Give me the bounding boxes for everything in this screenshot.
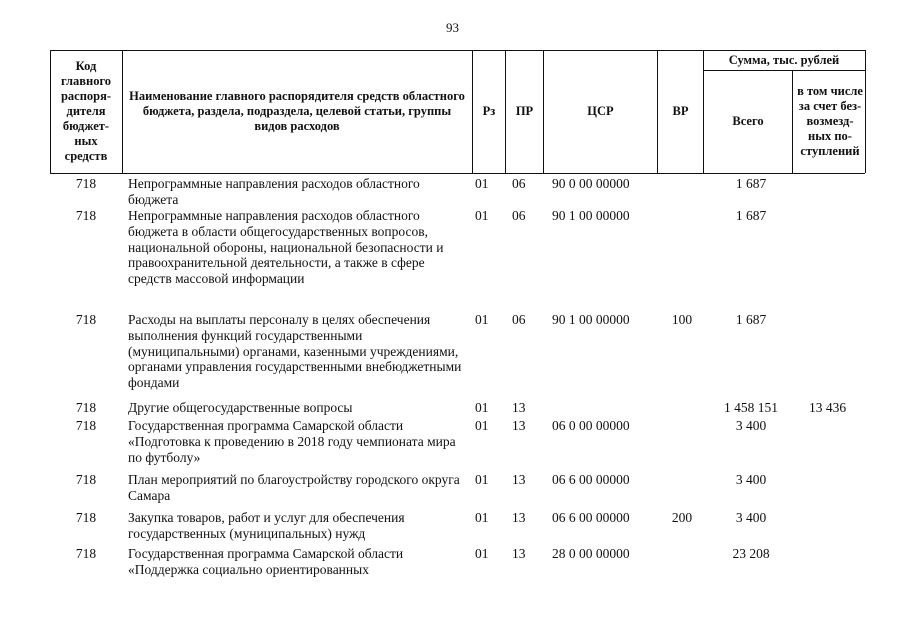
header-name: Наименование главного распорядителя средств областного бюджета, раздела, подраздела, целевой статьи, группы видов расходов — [129, 89, 465, 133]
row-total: 1 687 — [735, 176, 767, 191]
row-code: 718 — [75, 418, 97, 433]
table-row — [50, 546, 865, 580]
header-pr: ПР — [515, 104, 534, 118]
header-csr: ЦСР — [587, 104, 614, 118]
header-sum-title: Сумма, тыс. рублей — [728, 52, 840, 67]
row-code: 718 — [75, 472, 97, 487]
row-code: 718 — [75, 176, 97, 191]
header-code: Код главного распоря-дителя бюджет-ных средств — [60, 59, 112, 163]
row-rz: 01 — [475, 208, 489, 223]
header-border-right — [865, 50, 866, 173]
row-total: 3 400 — [735, 418, 767, 433]
row-name: Расходы на выплаты персоналу в целях обеспечения выполнения функций государственными (муниципальными) органами, казенными учреждениями, органами управления государственными внебюджетными фондами — [128, 312, 462, 391]
page-number: 93 — [446, 20, 459, 35]
header-rz: Рз — [482, 104, 496, 118]
header-border-left — [50, 50, 51, 173]
row-pr: 13 — [512, 546, 526, 561]
row-code: 718 — [75, 208, 97, 223]
row-csr: 28 0 00 00000 — [552, 546, 630, 561]
row-name: Государственная программа Самарской области «Поддержка социально ориентированных — [128, 546, 404, 577]
row-name: Закупка товаров, работ и услуг для обеспечения государственных (муниципальных) нужд — [128, 510, 405, 541]
row-rz: 01 — [475, 546, 489, 561]
table-row — [50, 510, 865, 546]
table-header — [50, 50, 865, 173]
header-border-code — [122, 50, 123, 173]
row-csr: 06 6 00 00000 — [552, 472, 630, 487]
row-code: 718 — [75, 546, 97, 561]
row-total: 23 208 — [732, 546, 770, 561]
row-rz: 01 — [475, 176, 489, 191]
row-code: 718 — [75, 510, 97, 525]
table-row — [50, 176, 865, 208]
row-pr: 06 — [512, 208, 526, 223]
row-code: 718 — [75, 312, 97, 327]
row-total: 1 458 151 — [724, 400, 778, 415]
row-total: 1 687 — [735, 208, 767, 223]
row-name: Другие общегосударственные вопросы — [128, 400, 353, 415]
row-rz: 01 — [475, 510, 489, 525]
row-total: 3 400 — [735, 472, 767, 487]
header-total: Всего — [732, 114, 764, 128]
row-name: Непрограммные направления расходов областного бюджета — [128, 176, 420, 207]
row-name: Государственная программа Самарской области «Подготовка к проведению в 2018 году чемпионата мира по футболу» — [128, 418, 456, 465]
row-pr: 13 — [512, 510, 526, 525]
row-csr: 90 1 00 00000 — [552, 312, 630, 327]
row-rz: 01 — [475, 400, 489, 415]
table-row — [50, 418, 865, 472]
header-including: в том числе за счет без-возмезд-ных по-ступлений — [797, 84, 863, 158]
table-row — [50, 472, 865, 510]
header-vr: ВР — [672, 104, 689, 118]
row-pr: 06 — [512, 176, 526, 191]
row-vr: 200 — [671, 510, 693, 525]
table-row — [50, 208, 865, 312]
row-csr: 90 0 00 00000 — [552, 176, 630, 191]
row-pr: 13 — [512, 400, 526, 415]
row-csr: 06 0 00 00000 — [552, 418, 630, 433]
header-bottom-border — [50, 173, 865, 174]
header-border-total — [792, 70, 793, 173]
row-code: 718 — [75, 400, 97, 415]
row-name: Непрограммные направления расходов областного бюджета в области общегосударственных вопросов, национальной обороны, национальной безопасности и правоохранительной деятельности, а также в сфере средств массовой информации — [128, 208, 444, 287]
row-rz: 01 — [475, 472, 489, 487]
row-rz: 01 — [475, 312, 489, 327]
row-csr: 06 6 00 00000 — [552, 510, 630, 525]
row-name: План мероприятий по благоустройству городского округа Самара — [128, 472, 460, 503]
row-total: 1 687 — [735, 312, 767, 327]
table-row — [50, 312, 865, 400]
table-body — [50, 176, 865, 580]
row-total: 3 400 — [735, 510, 767, 525]
table-row — [50, 400, 865, 418]
row-csr: 90 1 00 00000 — [552, 208, 630, 223]
row-pr: 13 — [512, 418, 526, 433]
row-rz: 01 — [475, 418, 489, 433]
row-pr: 13 — [512, 472, 526, 487]
row-vr: 100 — [671, 312, 693, 327]
row-including: 13 436 — [808, 400, 847, 415]
row-pr: 06 — [512, 312, 526, 327]
